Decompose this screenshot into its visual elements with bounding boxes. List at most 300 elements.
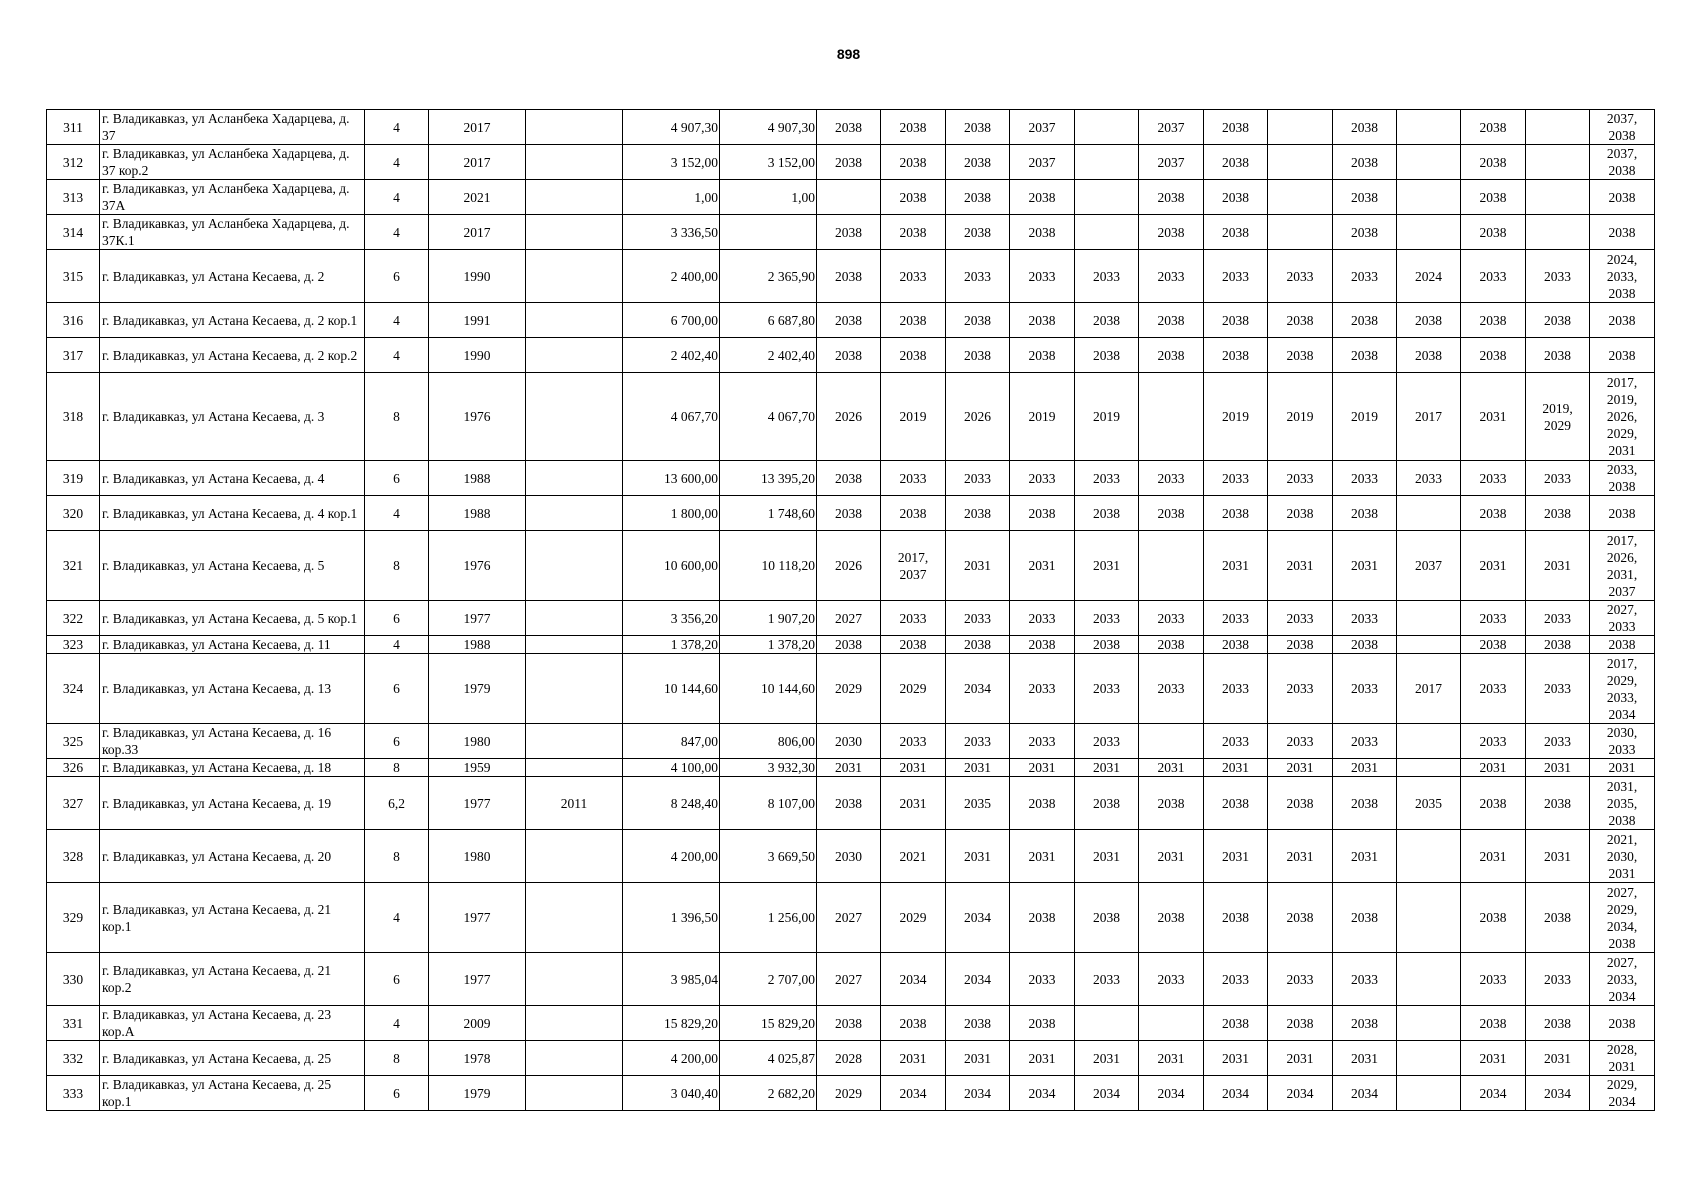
- work-year-cell: 2029: [817, 654, 881, 724]
- construction-year-cell: 1990: [429, 250, 526, 303]
- floors-cell: 8: [365, 373, 429, 461]
- row-number-cell: 313: [47, 180, 100, 215]
- planned-years-cell: 2038: [1590, 338, 1655, 373]
- work-year-cell: 2033: [1268, 654, 1333, 724]
- work-year-cell: [1526, 180, 1590, 215]
- work-year-cell: 2031: [1526, 759, 1590, 777]
- total-area-cell: 10 144,60: [623, 654, 720, 724]
- table-row: [47, 1041, 1655, 1076]
- reconstruction-year-cell: [526, 180, 623, 215]
- work-year-cell: 2031: [1268, 1041, 1333, 1076]
- work-year-cell: 2038: [946, 110, 1010, 145]
- work-year-cell: 2038: [1204, 180, 1268, 215]
- work-year-cell: [1075, 1006, 1139, 1041]
- work-year-cell: 2038: [1333, 338, 1397, 373]
- work-year-cell: 2033: [1010, 724, 1075, 759]
- work-year-cell: 2031: [1268, 759, 1333, 777]
- work-year-cell: 2029: [881, 883, 946, 953]
- work-year-cell: [1139, 373, 1204, 461]
- reconstruction-year-cell: [526, 531, 623, 601]
- construction-year-cell: 2021: [429, 180, 526, 215]
- reconstruction-year-cell: [526, 215, 623, 250]
- table-row: [47, 759, 1655, 777]
- work-year-cell: [1268, 145, 1333, 180]
- planned-years-cell: 2028, 2031: [1590, 1041, 1655, 1076]
- work-year-cell: 2033: [881, 724, 946, 759]
- address-cell: г. Владикавказ, ул Астана Кесаева, д. 3: [100, 373, 365, 461]
- work-year-cell: 2034: [881, 953, 946, 1006]
- work-year-cell: 2033: [1268, 953, 1333, 1006]
- work-year-cell: 2033: [1461, 724, 1526, 759]
- work-year-cell: 2033: [1461, 461, 1526, 496]
- total-area-cell: 1 800,00: [623, 496, 720, 531]
- work-year-cell: 2038: [1333, 496, 1397, 531]
- work-year-cell: 2033: [1333, 461, 1397, 496]
- residential-area-cell: 3 932,30: [720, 759, 817, 777]
- address-cell: г. Владикавказ, ул Астана Кесаева, д. 19: [100, 777, 365, 830]
- total-area-cell: 4 100,00: [623, 759, 720, 777]
- work-year-cell: 2038: [1010, 1006, 1075, 1041]
- work-year-cell: 2017, 2037: [881, 531, 946, 601]
- work-year-cell: 2031: [1333, 759, 1397, 777]
- work-year-cell: 2034: [1075, 1076, 1139, 1111]
- residential-area-cell: 15 829,20: [720, 1006, 817, 1041]
- address-cell: г. Владикавказ, ул Астана Кесаева, д. 4: [100, 461, 365, 496]
- table-row: [47, 1076, 1655, 1111]
- construction-year-cell: 1976: [429, 373, 526, 461]
- work-year-cell: 2033: [1268, 724, 1333, 759]
- work-year-cell: 2033: [1139, 461, 1204, 496]
- work-year-cell: 2038: [1010, 636, 1075, 654]
- housing-registry-table: [46, 109, 1655, 1111]
- construction-year-cell: 1980: [429, 724, 526, 759]
- work-year-cell: 2038: [817, 215, 881, 250]
- work-year-cell: 2019: [1333, 373, 1397, 461]
- work-year-cell: 2033: [946, 250, 1010, 303]
- row-number-cell: 311: [47, 110, 100, 145]
- work-year-cell: 2033: [1461, 953, 1526, 1006]
- work-year-cell: 2019: [1204, 373, 1268, 461]
- work-year-cell: 2034: [1333, 1076, 1397, 1111]
- work-year-cell: 2019: [1075, 373, 1139, 461]
- work-year-cell: 2037: [1139, 110, 1204, 145]
- total-area-cell: 3 356,20: [623, 601, 720, 636]
- planned-years-cell: 2038: [1590, 215, 1655, 250]
- work-year-cell: 2024: [1397, 250, 1461, 303]
- work-year-cell: 2033: [1010, 250, 1075, 303]
- construction-year-cell: 1977: [429, 883, 526, 953]
- address-cell: г. Владикавказ, ул Астана Кесаева, д. 25: [100, 1041, 365, 1076]
- total-area-cell: 10 600,00: [623, 531, 720, 601]
- work-year-cell: 2038: [1268, 338, 1333, 373]
- work-year-cell: 2019: [1268, 373, 1333, 461]
- work-year-cell: 2038: [946, 496, 1010, 531]
- table-row: [47, 953, 1655, 1006]
- table-row: [47, 777, 1655, 830]
- work-year-cell: 2033: [1139, 953, 1204, 1006]
- work-year-cell: 2019: [1010, 373, 1075, 461]
- work-year-cell: 2038: [946, 1006, 1010, 1041]
- work-year-cell: [1397, 636, 1461, 654]
- address-cell: г. Владикавказ, ул Астана Кесаева, д. 5 кор.1: [100, 601, 365, 636]
- work-year-cell: 2038: [1461, 180, 1526, 215]
- row-number-cell: 314: [47, 215, 100, 250]
- table-row: [47, 636, 1655, 654]
- work-year-cell: 2034: [946, 953, 1010, 1006]
- work-year-cell: 2038: [1461, 145, 1526, 180]
- work-year-cell: 2031: [1075, 830, 1139, 883]
- floors-cell: 4: [365, 145, 429, 180]
- row-number-cell: 318: [47, 373, 100, 461]
- work-year-cell: [1397, 145, 1461, 180]
- work-year-cell: 2031: [1526, 830, 1590, 883]
- work-year-cell: 2038: [1010, 215, 1075, 250]
- work-year-cell: 2038: [1204, 338, 1268, 373]
- table-row: [47, 496, 1655, 531]
- work-year-cell: 2027: [817, 601, 881, 636]
- planned-years-cell: 2038: [1590, 636, 1655, 654]
- total-area-cell: 4 200,00: [623, 830, 720, 883]
- reconstruction-year-cell: [526, 1076, 623, 1111]
- work-year-cell: 2038: [817, 145, 881, 180]
- work-year-cell: 2033: [946, 724, 1010, 759]
- floors-cell: 6: [365, 250, 429, 303]
- work-year-cell: 2038: [1075, 496, 1139, 531]
- construction-year-cell: 1978: [429, 1041, 526, 1076]
- address-cell: г. Владикавказ, ул Асланбека Хадарцева, д. 37 кор.2: [100, 145, 365, 180]
- planned-years-cell: 2027, 2033: [1590, 601, 1655, 636]
- work-year-cell: 2031: [1139, 1041, 1204, 1076]
- construction-year-cell: 1988: [429, 461, 526, 496]
- work-year-cell: 2029: [881, 654, 946, 724]
- work-year-cell: 2038: [881, 636, 946, 654]
- planned-years-cell: 2031: [1590, 759, 1655, 777]
- row-number-cell: 329: [47, 883, 100, 953]
- reconstruction-year-cell: [526, 883, 623, 953]
- work-year-cell: 2034: [1139, 1076, 1204, 1111]
- work-year-cell: 2037: [1397, 531, 1461, 601]
- work-year-cell: 2038: [1268, 636, 1333, 654]
- work-year-cell: 2038: [1204, 1006, 1268, 1041]
- total-area-cell: 13 600,00: [623, 461, 720, 496]
- address-cell: г. Владикавказ, ул Астана Кесаева, д. 4 кор.1: [100, 496, 365, 531]
- construction-year-cell: 2017: [429, 145, 526, 180]
- work-year-cell: 2038: [1268, 1006, 1333, 1041]
- work-year-cell: 2038: [1333, 1006, 1397, 1041]
- row-number-cell: 319: [47, 461, 100, 496]
- work-year-cell: 2037: [1139, 145, 1204, 180]
- work-year-cell: 2031: [1268, 531, 1333, 601]
- table-row: [47, 145, 1655, 180]
- work-year-cell: 2038: [817, 496, 881, 531]
- floors-cell: 4: [365, 110, 429, 145]
- residential-area-cell: 10 118,20: [720, 531, 817, 601]
- work-year-cell: 2033: [1075, 250, 1139, 303]
- work-year-cell: 2033: [1139, 654, 1204, 724]
- work-year-cell: 2038: [817, 338, 881, 373]
- residential-area-cell: 2 365,90: [720, 250, 817, 303]
- address-cell: г. Владикавказ, ул Асланбека Хадарцева, д. 37К.1: [100, 215, 365, 250]
- total-area-cell: 2 402,40: [623, 338, 720, 373]
- work-year-cell: [1397, 953, 1461, 1006]
- address-cell: г. Владикавказ, ул Астана Кесаева, д. 16 кор.33: [100, 724, 365, 759]
- work-year-cell: 2038: [1461, 636, 1526, 654]
- work-year-cell: 2034: [1010, 1076, 1075, 1111]
- work-year-cell: 2031: [1075, 531, 1139, 601]
- work-year-cell: 2038: [881, 338, 946, 373]
- floors-cell: 4: [365, 496, 429, 531]
- work-year-cell: 2033: [1333, 654, 1397, 724]
- work-year-cell: 2038: [817, 777, 881, 830]
- work-year-cell: 2027: [817, 953, 881, 1006]
- reconstruction-year-cell: [526, 145, 623, 180]
- work-year-cell: 2038: [1526, 636, 1590, 654]
- work-year-cell: [1397, 724, 1461, 759]
- work-year-cell: 2037: [1010, 110, 1075, 145]
- residential-area-cell: 4 025,87: [720, 1041, 817, 1076]
- reconstruction-year-cell: [526, 953, 623, 1006]
- work-year-cell: [1139, 1006, 1204, 1041]
- work-year-cell: 2038: [1333, 303, 1397, 338]
- residential-area-cell: [720, 215, 817, 250]
- work-year-cell: 2033: [1461, 654, 1526, 724]
- floors-cell: 6: [365, 953, 429, 1006]
- work-year-cell: 2038: [946, 215, 1010, 250]
- residential-area-cell: 3 669,50: [720, 830, 817, 883]
- construction-year-cell: 1959: [429, 759, 526, 777]
- work-year-cell: 2027: [817, 883, 881, 953]
- table-row: [47, 601, 1655, 636]
- work-year-cell: 2031: [1075, 759, 1139, 777]
- work-year-cell: 2031: [1461, 830, 1526, 883]
- reconstruction-year-cell: [526, 303, 623, 338]
- work-year-cell: [1397, 1006, 1461, 1041]
- work-year-cell: 2038: [1461, 883, 1526, 953]
- work-year-cell: [1075, 110, 1139, 145]
- work-year-cell: 2017: [1397, 654, 1461, 724]
- work-year-cell: 2033: [946, 461, 1010, 496]
- total-area-cell: 6 700,00: [623, 303, 720, 338]
- work-year-cell: 2038: [1397, 303, 1461, 338]
- work-year-cell: 2030: [817, 724, 881, 759]
- total-area-cell: 15 829,20: [623, 1006, 720, 1041]
- work-year-cell: 2031: [1010, 531, 1075, 601]
- table-row: [47, 303, 1655, 338]
- work-year-cell: 2038: [1526, 303, 1590, 338]
- work-year-cell: [1075, 145, 1139, 180]
- total-area-cell: 1,00: [623, 180, 720, 215]
- residential-area-cell: 4 907,30: [720, 110, 817, 145]
- work-year-cell: 2038: [1526, 883, 1590, 953]
- work-year-cell: 2031: [1526, 1041, 1590, 1076]
- reconstruction-year-cell: [526, 636, 623, 654]
- work-year-cell: 2026: [817, 373, 881, 461]
- address-cell: г. Владикавказ, ул Асланбека Хадарцева, д. 37А: [100, 180, 365, 215]
- floors-cell: 6: [365, 654, 429, 724]
- work-year-cell: 2038: [1268, 883, 1333, 953]
- construction-year-cell: 1988: [429, 496, 526, 531]
- work-year-cell: 2038: [1333, 883, 1397, 953]
- work-year-cell: 2038: [1268, 496, 1333, 531]
- work-year-cell: 2031: [1333, 1041, 1397, 1076]
- address-cell: г. Владикавказ, ул Астана Кесаева, д. 5: [100, 531, 365, 601]
- work-year-cell: 2031: [1461, 373, 1526, 461]
- work-year-cell: 2038: [881, 215, 946, 250]
- work-year-cell: 2038: [1010, 303, 1075, 338]
- address-cell: г. Владикавказ, ул Астана Кесаева, д. 23 кор.А: [100, 1006, 365, 1041]
- construction-year-cell: 2017: [429, 215, 526, 250]
- reconstruction-year-cell: [526, 110, 623, 145]
- row-number-cell: 330: [47, 953, 100, 1006]
- work-year-cell: 2038: [881, 145, 946, 180]
- work-year-cell: 2026: [817, 531, 881, 601]
- reconstruction-year-cell: [526, 1041, 623, 1076]
- planned-years-cell: 2031, 2035, 2038: [1590, 777, 1655, 830]
- work-year-cell: 2033: [1075, 461, 1139, 496]
- row-number-cell: 331: [47, 1006, 100, 1041]
- work-year-cell: 2038: [1204, 777, 1268, 830]
- planned-years-cell: 2021, 2030, 2031: [1590, 830, 1655, 883]
- construction-year-cell: 1976: [429, 531, 526, 601]
- table-row: [47, 110, 1655, 145]
- work-year-cell: 2033: [1526, 461, 1590, 496]
- work-year-cell: 2019: [881, 373, 946, 461]
- address-cell: г. Владикавказ, ул Асланбека Хадарцева, д. 37: [100, 110, 365, 145]
- work-year-cell: 2031: [881, 1041, 946, 1076]
- construction-year-cell: 1980: [429, 830, 526, 883]
- work-year-cell: 2031: [1333, 830, 1397, 883]
- work-year-cell: 2033: [946, 601, 1010, 636]
- work-year-cell: [1075, 180, 1139, 215]
- work-year-cell: 2033: [1526, 953, 1590, 1006]
- work-year-cell: 2037: [1010, 145, 1075, 180]
- reconstruction-year-cell: [526, 373, 623, 461]
- work-year-cell: [1397, 759, 1461, 777]
- work-year-cell: 2038: [1461, 1006, 1526, 1041]
- work-year-cell: 2034: [1204, 1076, 1268, 1111]
- work-year-cell: [1397, 1041, 1461, 1076]
- floors-cell: 6: [365, 601, 429, 636]
- floors-cell: 4: [365, 338, 429, 373]
- work-year-cell: 2038: [1333, 636, 1397, 654]
- residential-area-cell: 806,00: [720, 724, 817, 759]
- total-area-cell: 3 336,50: [623, 215, 720, 250]
- work-year-cell: 2033: [1075, 953, 1139, 1006]
- work-year-cell: 2031: [1010, 1041, 1075, 1076]
- residential-area-cell: 1 748,60: [720, 496, 817, 531]
- work-year-cell: 2038: [1075, 303, 1139, 338]
- work-year-cell: 2033: [1010, 601, 1075, 636]
- address-cell: г. Владикавказ, ул Астана Кесаева, д. 2 кор.2: [100, 338, 365, 373]
- work-year-cell: [1397, 110, 1461, 145]
- table-row: [47, 724, 1655, 759]
- work-year-cell: 2030: [817, 830, 881, 883]
- work-year-cell: 2038: [1461, 338, 1526, 373]
- planned-years-cell: 2038: [1590, 496, 1655, 531]
- work-year-cell: 2033: [1075, 724, 1139, 759]
- floors-cell: 8: [365, 759, 429, 777]
- work-year-cell: 2038: [881, 180, 946, 215]
- reconstruction-year-cell: [526, 724, 623, 759]
- floors-cell: 6: [365, 461, 429, 496]
- work-year-cell: 2038: [1204, 496, 1268, 531]
- residential-area-cell: 2 707,00: [720, 953, 817, 1006]
- work-year-cell: 2038: [881, 303, 946, 338]
- work-year-cell: 2031: [1461, 1041, 1526, 1076]
- construction-year-cell: 1979: [429, 654, 526, 724]
- planned-years-cell: 2038: [1590, 303, 1655, 338]
- work-year-cell: 2031: [946, 759, 1010, 777]
- page-number: 898: [836, 46, 861, 62]
- work-year-cell: 2038: [946, 145, 1010, 180]
- work-year-cell: 2038: [1204, 303, 1268, 338]
- work-year-cell: 2033: [1204, 724, 1268, 759]
- work-year-cell: [1397, 496, 1461, 531]
- work-year-cell: 2038: [1139, 338, 1204, 373]
- work-year-cell: 2038: [1139, 180, 1204, 215]
- construction-year-cell: 2009: [429, 1006, 526, 1041]
- work-year-cell: 2038: [1139, 215, 1204, 250]
- table-row: [47, 338, 1655, 373]
- work-year-cell: [1139, 724, 1204, 759]
- address-cell: г. Владикавказ, ул Астана Кесаева, д. 2: [100, 250, 365, 303]
- planned-years-cell: 2017, 2026, 2031, 2037: [1590, 531, 1655, 601]
- work-year-cell: 2033: [1333, 953, 1397, 1006]
- work-year-cell: 2029: [817, 1076, 881, 1111]
- work-year-cell: 2031: [1010, 830, 1075, 883]
- work-year-cell: 2033: [1268, 601, 1333, 636]
- work-year-cell: 2033: [1333, 724, 1397, 759]
- work-year-cell: 2031: [1204, 830, 1268, 883]
- work-year-cell: 2038: [817, 1006, 881, 1041]
- row-number-cell: 323: [47, 636, 100, 654]
- work-year-cell: 2038: [817, 636, 881, 654]
- work-year-cell: 2038: [1010, 777, 1075, 830]
- work-year-cell: 2038: [1397, 338, 1461, 373]
- work-year-cell: [1075, 215, 1139, 250]
- work-year-cell: 2038: [817, 250, 881, 303]
- work-year-cell: 2031: [881, 759, 946, 777]
- work-year-cell: 2031: [1333, 531, 1397, 601]
- residential-area-cell: 2 682,20: [720, 1076, 817, 1111]
- work-year-cell: 2038: [1075, 338, 1139, 373]
- work-year-cell: 2034: [881, 1076, 946, 1111]
- reconstruction-year-cell: [526, 461, 623, 496]
- work-year-cell: 2033: [1461, 601, 1526, 636]
- work-year-cell: 2038: [1204, 145, 1268, 180]
- floors-cell: 8: [365, 830, 429, 883]
- work-year-cell: [1268, 215, 1333, 250]
- reconstruction-year-cell: 2011: [526, 777, 623, 830]
- residential-area-cell: 13 395,20: [720, 461, 817, 496]
- planned-years-cell: 2024, 2033, 2038: [1590, 250, 1655, 303]
- work-year-cell: 2038: [1204, 110, 1268, 145]
- residential-area-cell: 1,00: [720, 180, 817, 215]
- floors-cell: 4: [365, 215, 429, 250]
- work-year-cell: 2038: [1461, 215, 1526, 250]
- work-year-cell: 2038: [1139, 636, 1204, 654]
- planned-years-cell: 2038: [1590, 1006, 1655, 1041]
- work-year-cell: 2033: [1204, 461, 1268, 496]
- construction-year-cell: 1979: [429, 1076, 526, 1111]
- work-year-cell: 2033: [1268, 250, 1333, 303]
- work-year-cell: 2038: [1010, 883, 1075, 953]
- work-year-cell: 2033: [1010, 654, 1075, 724]
- work-year-cell: 2034: [946, 1076, 1010, 1111]
- work-year-cell: 2038: [1461, 496, 1526, 531]
- work-year-cell: 2033: [1204, 250, 1268, 303]
- work-year-cell: 2038: [1333, 180, 1397, 215]
